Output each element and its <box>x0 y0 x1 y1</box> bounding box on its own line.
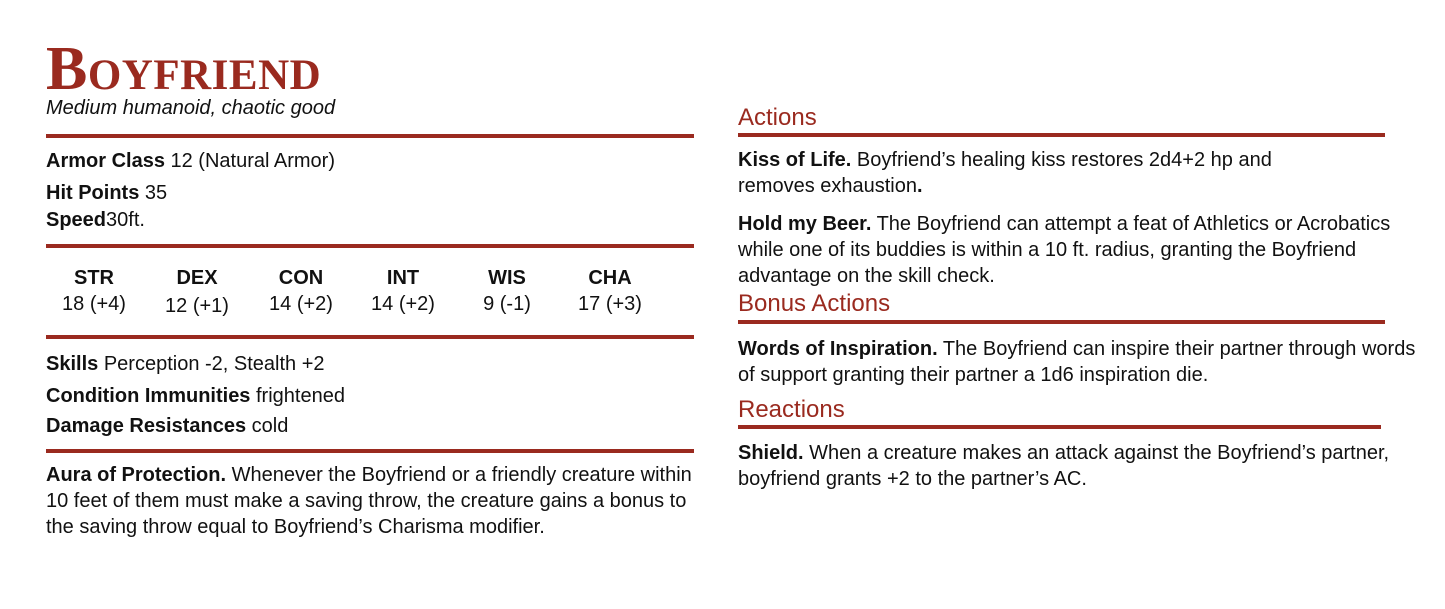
armor-class-line <box>46 148 335 174</box>
reaction-text: When a creature makes an attack against the Boyfriend’s partner, boyfriend grants +2 to the partner’s AC. <box>738 442 1390 490</box>
ability-value: 14 (+2) <box>371 293 435 315</box>
creature-subtitle: Medium humanoid, chaotic good <box>46 97 336 119</box>
reactions-heading: Reactions <box>738 396 845 423</box>
bonus-action-text: The Boyfriend can inspire their partner through words of support granting their partner a 1d6 inspiration die. <box>738 338 1416 386</box>
action-text: Boyfriend’s healing kiss restores 2d4+2 hp and removes exhaustion <box>738 149 1272 197</box>
reaction-name: Shield. <box>738 442 804 464</box>
speed-line <box>46 207 145 233</box>
condition-immunities-value: frightened <box>256 385 345 407</box>
ability-abbr: DEX <box>176 267 218 289</box>
condition-immunities-label: Condition Immunities <box>46 385 251 407</box>
bonus-actions-heading: Bonus Actions <box>738 290 891 317</box>
ability-value: 9 (-1) <box>483 293 531 315</box>
ability-abbr: WIS <box>488 267 526 289</box>
action-end: . <box>916 175 923 197</box>
skills-line <box>46 351 325 377</box>
armor-class-value: 12 (Natural Armor) <box>170 150 335 172</box>
ability-abbr: INT <box>386 267 420 289</box>
trait-aura-of-protection <box>46 462 706 540</box>
ability-value: 17 (+3) <box>578 293 642 315</box>
bonus-action-name: Words of Inspiration. <box>738 338 938 360</box>
divider-rule <box>738 320 1385 324</box>
hit-points-value: 35 <box>144 182 168 204</box>
trait-name: Aura of Protection. <box>46 464 227 486</box>
damage-resistances-label: Damage Resistances <box>46 415 247 437</box>
divider-rule <box>738 133 1385 137</box>
creature-name: Boyfriend <box>46 35 322 103</box>
speed-value: 30ft. <box>106 209 145 231</box>
ability-str <box>49 265 139 317</box>
action-text: The Boyfriend can attempt a feat of Athletics or Acrobatics while one of its buddies is within a 10 ft. radius, granting the Boyfriend advantage on the skill check. <box>738 213 1391 287</box>
divider-rule <box>738 425 1381 429</box>
ability-con <box>256 265 346 317</box>
ability-dex <box>152 265 242 319</box>
divider-rule <box>46 449 694 453</box>
actions-heading: Actions <box>738 104 817 131</box>
skills-value: Perception -2, Stealth +2 <box>103 353 325 375</box>
ability-wis <box>462 265 552 317</box>
condition-immunities-line <box>46 383 345 409</box>
divider-rule <box>46 335 694 339</box>
speed-label: Speed <box>46 209 107 231</box>
ability-value: 18 (+4) <box>62 293 126 315</box>
action-name: Hold my Beer. <box>738 213 872 235</box>
hit-points-label: Hit Points <box>46 182 140 204</box>
action-name: Kiss of Life. <box>738 149 852 171</box>
ability-abbr: CON <box>278 267 324 289</box>
damage-resistances-value: cold <box>251 415 289 437</box>
damage-resistances-line <box>46 413 288 439</box>
action-hold-my-beer <box>738 211 1408 289</box>
ability-abbr: STR <box>74 267 114 289</box>
divider-rule <box>46 244 694 248</box>
trait-text: Whenever the Boyfriend or a friendly creature within 10 feet of them must make a saving throw, the creature gains a bonus to the saving throw equal to Boyfriend’s Charisma modifier. <box>46 464 692 538</box>
ability-abbr: CHA <box>588 267 632 289</box>
hit-points-line <box>46 180 167 206</box>
skills-label: Skills <box>46 353 99 375</box>
reaction-shield <box>738 440 1398 492</box>
ability-value: 12 (+1) <box>165 295 229 317</box>
divider-rule <box>46 134 694 138</box>
ability-int <box>358 265 448 317</box>
armor-class-label: Armor Class <box>46 150 165 172</box>
bonus-action-words-of-inspiration <box>738 336 1418 388</box>
ability-value: 14 (+2) <box>269 293 333 315</box>
action-kiss-of-life <box>738 147 1338 199</box>
ability-cha <box>565 265 655 317</box>
